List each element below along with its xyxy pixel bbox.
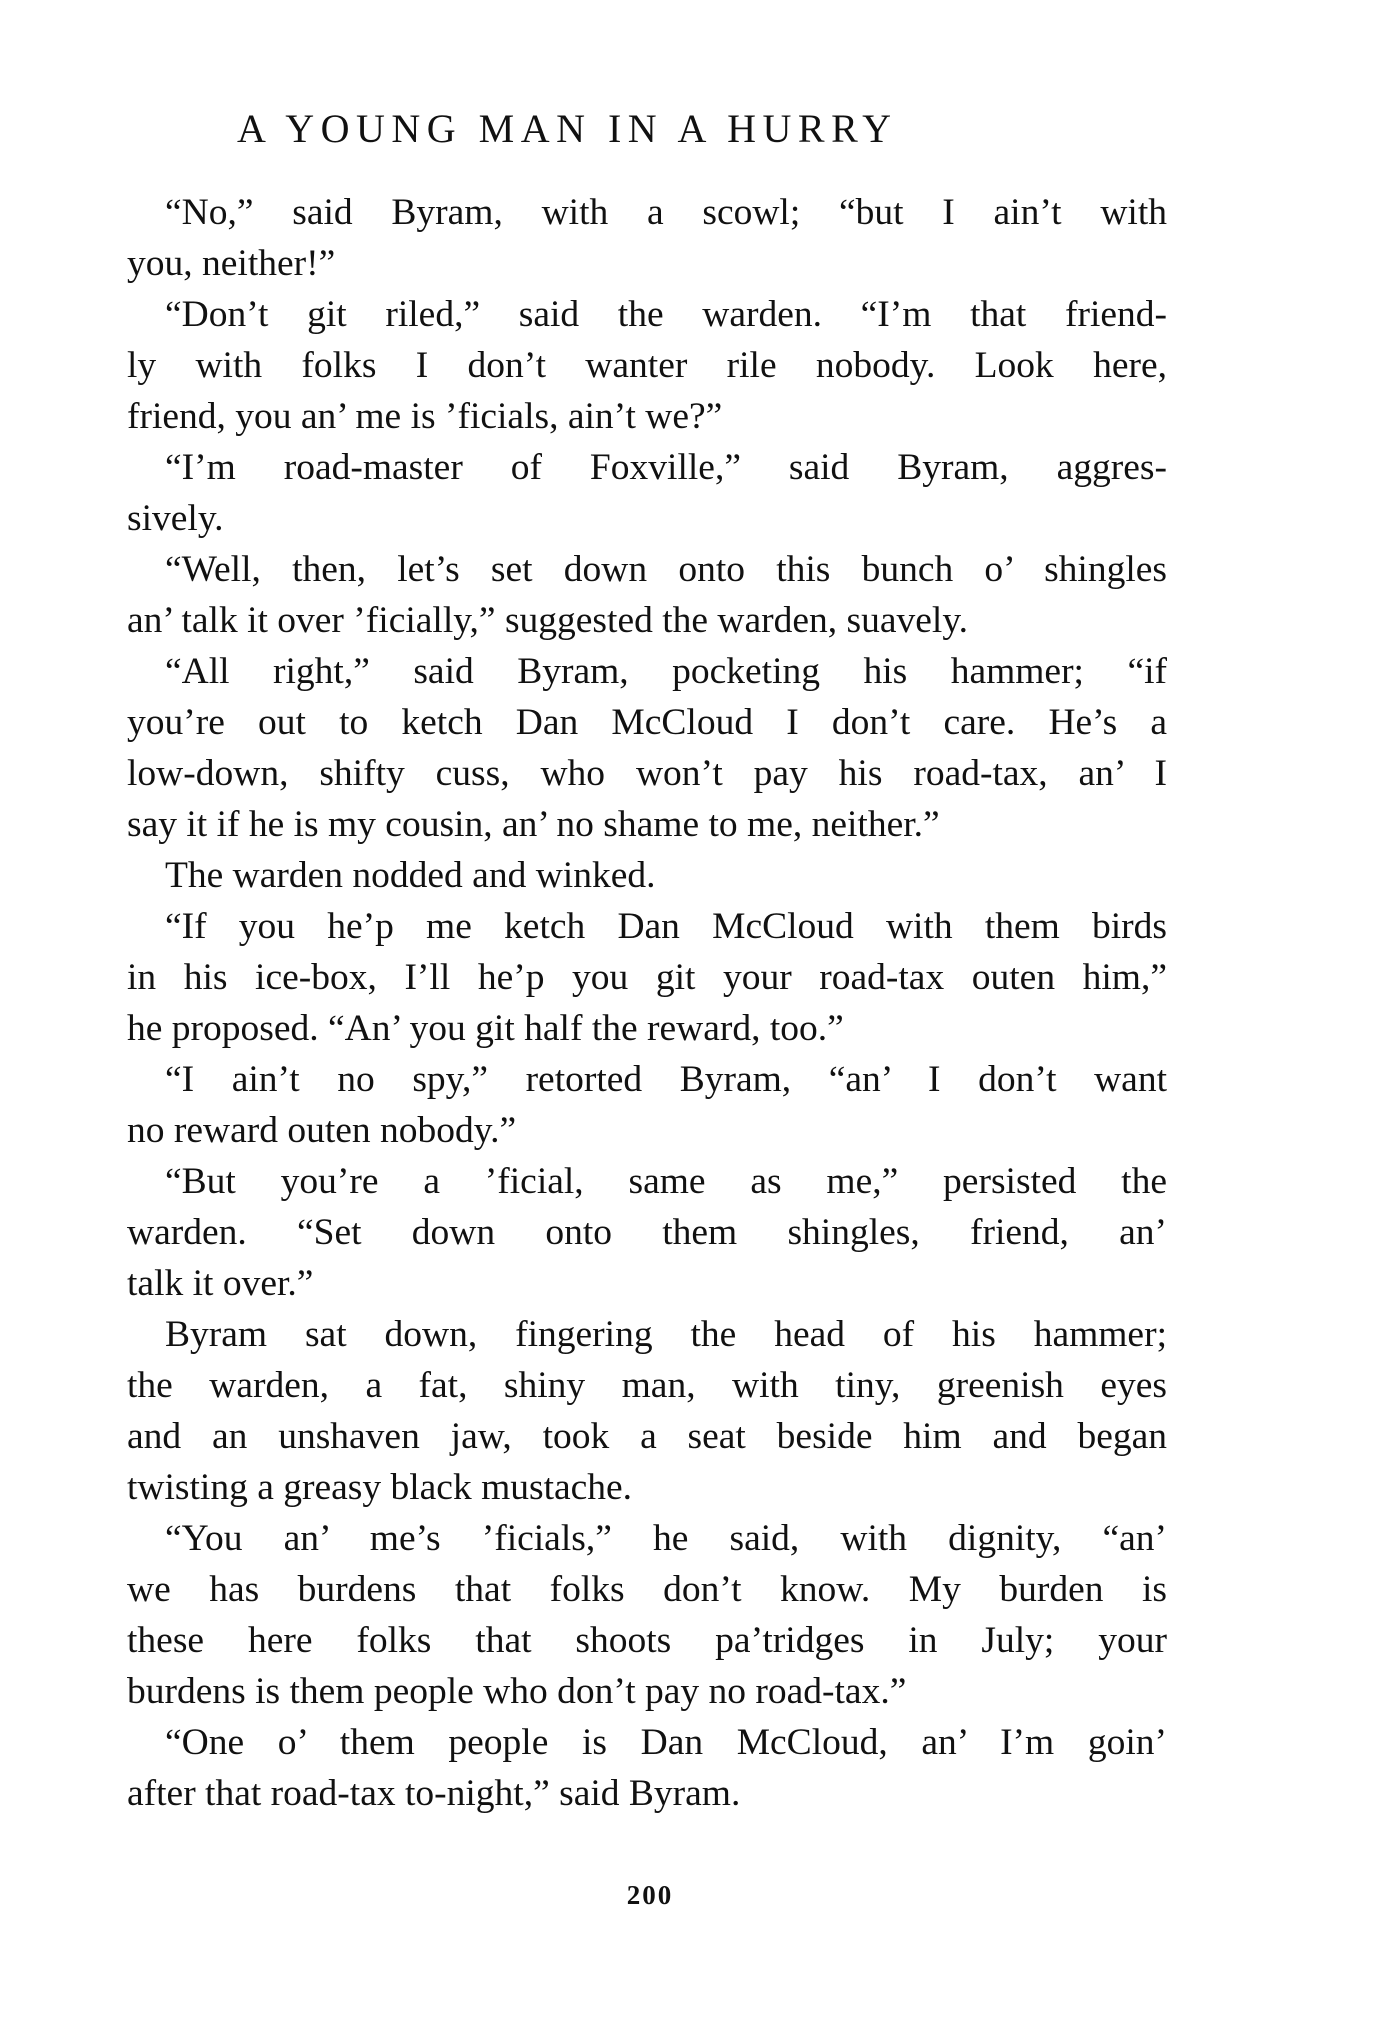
text-line: you’re out to ketch Dan McCloud I don’t care. He’s a: [127, 702, 1167, 743]
text-line: say it if he is my cousin, an’ no shame to me, neither.”: [127, 804, 940, 845]
text-line: an’ talk it over ’ficially,” suggested the warden, suavely.: [127, 600, 969, 641]
text-line: talk it over.”: [127, 1263, 314, 1304]
text-line: you, neither!”: [127, 243, 336, 284]
text-line: “I’m road-master of Foxville,” said Byram, aggres-: [165, 447, 1167, 488]
text-line: “But you’re a ’ficial, same as me,” persisted the: [165, 1161, 1167, 1202]
text-line: these here folks that shoots pa’tridges in July; your: [127, 1620, 1167, 1661]
text-line: we has burdens that folks don’t know. My burden is: [127, 1569, 1167, 1610]
text-line: “You an’ me’s ’ficials,” he said, with dignity, “an’: [165, 1518, 1167, 1559]
text-line: and an unshaven jaw, took a seat beside him and began: [127, 1416, 1167, 1457]
text-line: Byram sat down, fingering the head of his hammer;: [165, 1314, 1167, 1355]
text-line: twisting a greasy black mustache.: [127, 1467, 633, 1508]
running-head: A YOUNG MAN IN A HURRY: [237, 106, 898, 151]
text-line: friend, you an’ me is ’ficials, ain’t we?”: [127, 396, 723, 437]
text-line: “One o’ them people is Dan McCloud, an’ I’m goin’: [165, 1722, 1167, 1763]
text-line: “I ain’t no spy,” retorted Byram, “an’ I don’t want: [165, 1059, 1167, 1100]
text-line: The warden nodded and winked.: [165, 855, 656, 896]
text-line: sively.: [127, 498, 224, 539]
text-line: in his ice-box, I’ll he’p you git your road-tax outen him,”: [127, 957, 1167, 998]
text-line: the warden, a fat, shiny man, with tiny, greenish eyes: [127, 1365, 1167, 1406]
text-line: he proposed. “An’ you git half the reward, too.”: [127, 1008, 844, 1049]
text-line: warden. “Set down onto them shingles, friend, an’: [127, 1212, 1167, 1253]
text-line: burdens is them people who don’t pay no road-tax.”: [127, 1671, 907, 1712]
page-body-text: [127, 187, 1167, 1819]
text-line: no reward outen nobody.”: [127, 1110, 517, 1151]
text-line: “No,” said Byram, with a scowl; “but I ain’t with: [165, 192, 1167, 233]
text-line: “Don’t git riled,” said the warden. “I’m that friend-: [165, 294, 1167, 335]
text-line: low-down, shifty cuss, who won’t pay his road-tax, an’ I: [127, 753, 1167, 794]
text-line: after that road-tax to-night,” said Byram.: [127, 1773, 741, 1814]
page-number: 200: [626, 1880, 674, 1910]
text-line: “All right,” said Byram, pocketing his hammer; “if: [165, 651, 1167, 692]
text-line: “Well, then, let’s set down onto this bunch o’ shingles: [165, 549, 1167, 590]
text-line: “If you he’p me ketch Dan McCloud with them birds: [165, 906, 1167, 947]
text-line: ly with folks I don’t wanter rile nobody. Look here,: [127, 345, 1167, 386]
